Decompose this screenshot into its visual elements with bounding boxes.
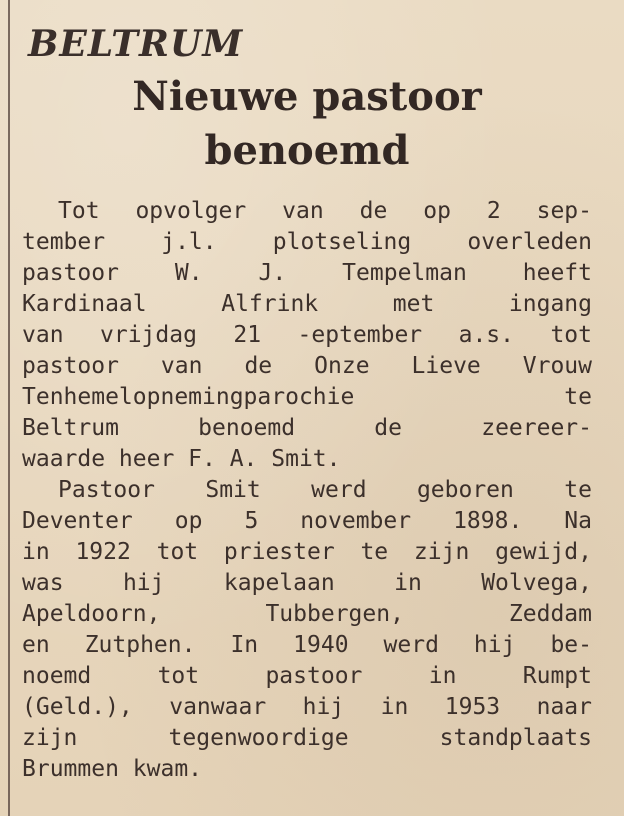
kicker: BELTRUM <box>28 23 244 65</box>
headline-line-2: benoemd <box>204 127 410 174</box>
text-line: Tot opvolger van de op 2 sep- <box>58 198 592 224</box>
text-line: noemd tot pastoor in Rumpt <box>22 663 592 689</box>
headline-line-1: Nieuwe pastoor <box>132 73 482 120</box>
text-line: was hij kapelaan in Wolvega, <box>22 570 592 596</box>
text-line: (Geld.), vanwaar hij in 1953 naar <box>22 694 592 720</box>
text-line: Brummen kwam. <box>22 756 203 782</box>
text-line: waarde heer F. A. Smit. <box>22 446 341 472</box>
text-line: Apeldoorn, Tubbergen, Zeddam <box>22 601 592 627</box>
text-line: pastoor W. J. Tempelman heeft <box>22 260 592 286</box>
text-line: en Zutphen. In 1940 werd hij be- <box>22 632 592 658</box>
article-body <box>22 196 592 785</box>
paragraph-1 <box>22 196 592 475</box>
text-line: Tenhemelopnemingparochie te <box>22 384 592 410</box>
article <box>22 18 592 785</box>
text-line: Deventer op 5 november 1898. Na <box>22 508 592 534</box>
text-line: pastoor van de Onze Lieve Vrouw <box>22 353 592 379</box>
paragraph-2 <box>22 475 592 785</box>
text-line: zijn tegenwoordige standplaats <box>22 725 592 751</box>
text-line: Pastoor Smit werd geboren te <box>58 477 592 503</box>
text-line: van vrijdag 21 -eptember a.s. tot <box>22 322 592 348</box>
column-divider <box>8 0 10 816</box>
text-line: in 1922 tot priester te zijn gewijd, <box>22 539 592 565</box>
text-line: Kardinaal Alfrink met ingang <box>22 291 592 317</box>
text-line: Beltrum benoemd de zeereer- <box>22 415 592 441</box>
headline <box>22 70 592 178</box>
text-line: tember j.l. plotseling overleden <box>22 229 592 255</box>
